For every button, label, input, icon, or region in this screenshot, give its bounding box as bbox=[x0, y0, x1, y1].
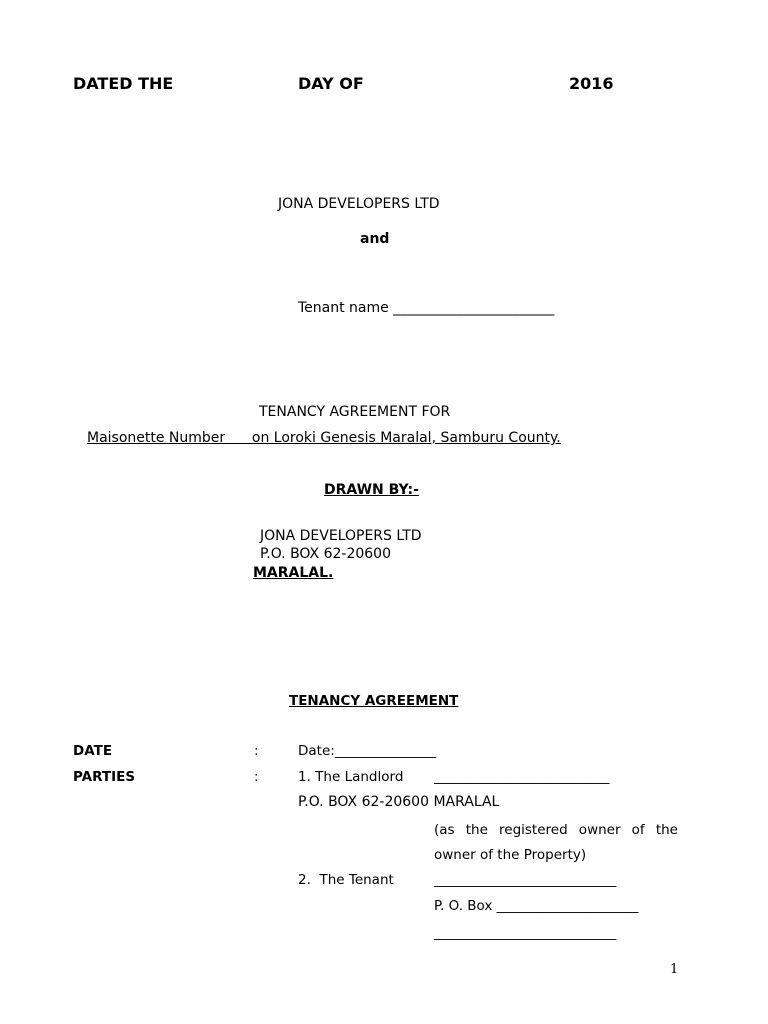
owner-note-line2: owner of the Property) bbox=[434, 847, 587, 863]
tenant-extra-blank: ___________________________ bbox=[434, 925, 617, 941]
and-label: and bbox=[360, 231, 390, 247]
date-colon: : bbox=[254, 743, 259, 759]
tenancy-agreement-heading: TENANCY AGREEMENT bbox=[289, 693, 459, 709]
tenant-name-line: Tenant name _______________________ bbox=[298, 300, 555, 316]
landlord-blank: __________________________ bbox=[434, 769, 610, 785]
landlord-address: P.O. BOX 62-20600 MARALAL bbox=[298, 794, 500, 810]
dated-the-label: DATED THE bbox=[73, 74, 174, 93]
tenant-label: 2. The Tenant bbox=[298, 872, 394, 888]
landlord-company-name: JONA DEVELOPERS LTD bbox=[278, 196, 440, 212]
landlord-label: 1. The Landlord bbox=[298, 769, 404, 785]
date-value: Date:_______________ bbox=[298, 743, 437, 759]
drawn-by-company: JONA DEVELOPERS LTD bbox=[260, 528, 422, 544]
parties-colon: : bbox=[254, 769, 259, 785]
page-number: 1 bbox=[670, 962, 679, 977]
agreement-title: TENANCY AGREEMENT FOR bbox=[259, 404, 451, 420]
agreement-subtitle: Maisonette Number on Loroki Genesis Maralal, Samburu County. bbox=[87, 430, 561, 446]
owner-note-line1: (as the registered owner of the bbox=[434, 822, 678, 838]
date-label: DATE bbox=[73, 743, 113, 759]
drawn-by-town: MARALAL. bbox=[253, 565, 334, 581]
drawn-by-pobox: P.O. BOX 62-20600 bbox=[260, 546, 391, 562]
year-label: 2016 bbox=[569, 74, 614, 93]
tenant-pobox: P. O. Box _____________________ bbox=[434, 898, 639, 914]
drawn-by-label: DRAWN BY:- bbox=[324, 482, 419, 498]
day-of-label: DAY OF bbox=[298, 74, 364, 93]
tenant-blank: ___________________________ bbox=[434, 872, 617, 888]
parties-label: PARTIES bbox=[73, 769, 136, 785]
